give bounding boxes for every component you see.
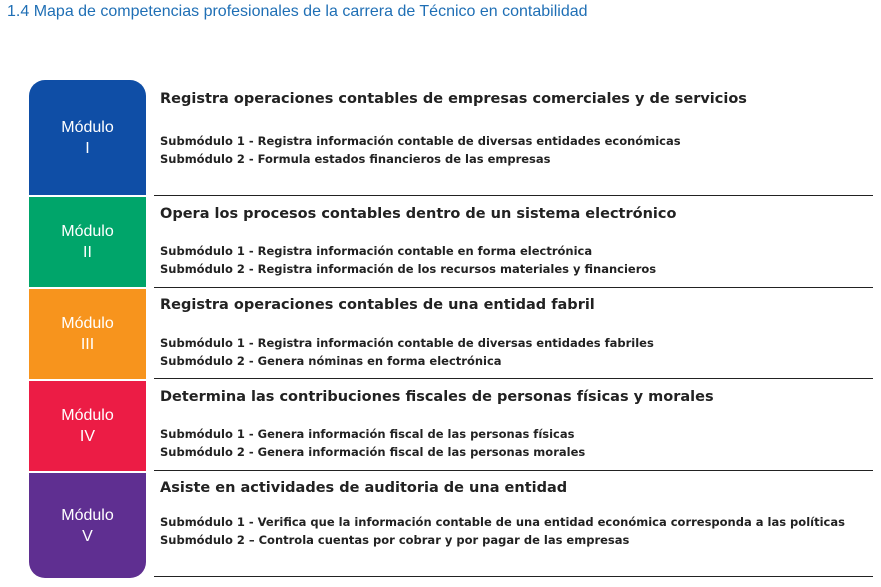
module-numeral: II <box>83 244 92 261</box>
submodule-1: Submódulo 1 - Registra información contable en forma electrónica <box>160 244 593 258</box>
submodule-2: Submódulo 2 - Genera nóminas en forma electrónica <box>160 354 502 368</box>
submodule-2: Submódulo 2 - Genera información fiscal de las personas morales <box>160 445 586 459</box>
module-title: Registra operaciones contables de empresas comerciales y de servicios <box>160 91 747 107</box>
module-numeral: V <box>82 527 93 545</box>
module-title: Asiste en actividades de auditoria de una entidad <box>160 480 568 496</box>
module-row-3 <box>154 288 873 379</box>
submodule-2: Submódulo 2 - Registra información de los recursos materiales y financieros <box>160 262 657 276</box>
module-row-1 <box>154 80 873 196</box>
module-title: Opera los procesos contables dentro de un sistema electrónico <box>160 206 677 222</box>
module-tab-3 <box>29 289 146 379</box>
module-row-5 <box>154 471 873 577</box>
module-numeral: III <box>80 336 95 353</box>
module-title: Determina las contribuciones fiscales de personas físicas y morales <box>160 389 714 405</box>
module-label: Módulo <box>61 506 114 524</box>
submodule-1: Submódulo 1 - Registra información contable de diversas entidades fabriles <box>160 336 654 350</box>
page-title: 1.4 Mapa de competencias profesionales de la carrera de Técnico en contabilidad <box>7 3 588 20</box>
module-tab-4 <box>29 381 146 471</box>
module-tab-1 <box>29 80 146 195</box>
module-label: Módulo <box>61 315 114 332</box>
module-title: Registra operaciones contables de una entidad fabril <box>160 297 595 313</box>
module-label: Módulo <box>61 407 114 424</box>
module-tab-5 <box>29 473 146 578</box>
module-label: Módulo <box>61 223 114 240</box>
module-tabs <box>29 80 146 578</box>
module-numeral: IV <box>79 428 96 445</box>
submodule-1: Submódulo 1 - Genera información fiscal de las personas físicas <box>160 427 575 441</box>
submodule-1: Submódulo 1 - Registra información contable de diversas entidades económicas <box>160 134 681 148</box>
submodule-1: Submódulo 1 - Verifica que la información contable de una entidad económica corresponda a las políticas <box>160 515 845 529</box>
submodule-2: Submódulo 2 – Controla cuentas por cobrar y por pagar de las empresas <box>160 533 630 547</box>
module-row-2 <box>154 196 873 288</box>
module-tab-2 <box>29 197 146 287</box>
module-row-4 <box>154 379 873 471</box>
submodule-2: Submódulo 2 - Formula estados financieros de las empresas <box>160 152 551 166</box>
module-label: Módulo <box>61 118 114 136</box>
module-numeral: I <box>85 139 90 157</box>
